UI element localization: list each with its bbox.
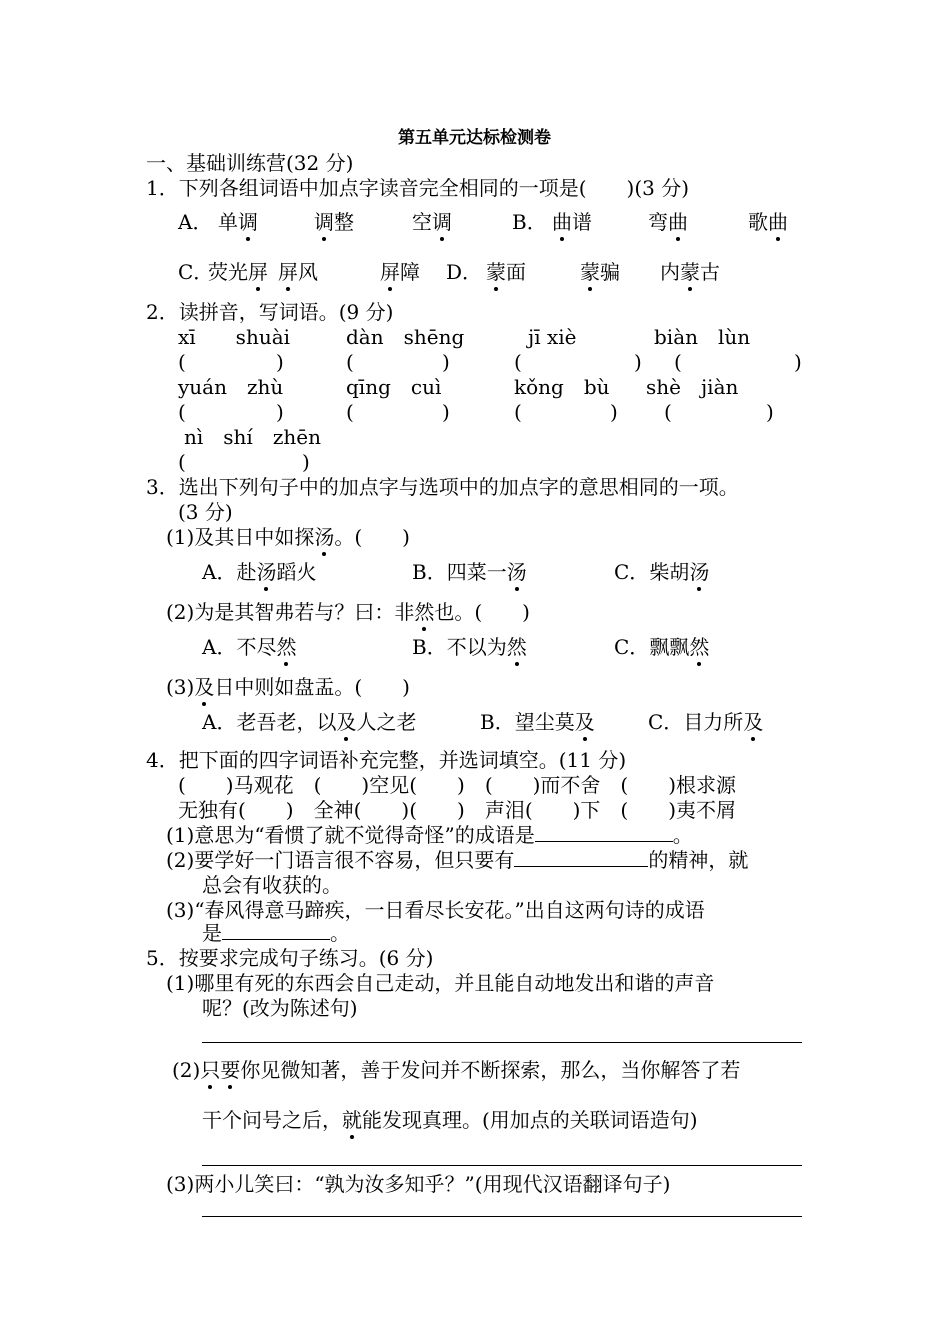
- answer-paren-2-close: ): [442, 350, 450, 374]
- pinyin-4: biàn lùn: [654, 325, 751, 349]
- q4-idiom-line-1[interactable]: ( )马观花 ( )空见( ) ( )而不舍 ( )根求源: [178, 773, 737, 797]
- q3-1-option-b: B．四菜一汤: [412, 560, 527, 584]
- q3-2-option-b: B．不以为然: [412, 635, 527, 659]
- q5-sentence-2: (2)只要你见微知著，善于发问并不断探索，那么，当你解答了若: [172, 1058, 741, 1082]
- q5-sentence-3: (3)两小儿笑曰：“孰为汝多知乎？”(用现代汉语翻译句子): [166, 1172, 671, 1196]
- q1-option-d-word2: 蒙骗: [580, 260, 620, 284]
- pinyin-9: nì shí zhēn: [184, 425, 321, 449]
- answer-line-3[interactable]: [202, 1216, 802, 1217]
- q1-option-a-word3: 空调: [412, 210, 452, 234]
- q1-stem: 1．下列各组词语中加点字读音完全相同的一项是( )(3 分): [146, 176, 690, 200]
- q4-part-3-cont: 是 。: [202, 921, 350, 945]
- pinyin-6: qīng cuì: [346, 375, 442, 399]
- answer-paren-1-close: ): [276, 350, 284, 374]
- q1-option-d-word3: 内蒙古: [660, 260, 720, 284]
- pinyin-3: jī xiè: [528, 325, 577, 349]
- answer-paren-6-open[interactable]: (: [346, 400, 354, 424]
- q1-option-c-word1: 荧光屏: [208, 260, 268, 284]
- q1-option-a-word1: 单调: [218, 210, 258, 234]
- q5-sentence-1: (1)哪里有死的东西会自己走动，并且能自动地发出和谐的声音: [166, 971, 715, 995]
- q5-sentence-2-cont: 干个问号之后，就能发现真理。(用加点的关联词语造句): [202, 1108, 698, 1132]
- answer-paren-6-close: ): [442, 400, 450, 424]
- answer-blank[interactable]: [514, 848, 648, 867]
- section-heading: 一、基础训练营(32 分): [146, 151, 354, 175]
- q5-sentence-1-cont: 呢？(改为陈述句): [202, 996, 358, 1020]
- answer-paren-3-close: ): [634, 350, 642, 374]
- q4-part-3: (3)“春风得意马蹄疾，一日看尽长安花。”出自这两句诗的成语: [166, 898, 705, 922]
- q4-part-1: (1)意思为“看惯了就不觉得奇怪”的成语是 。: [166, 823, 693, 847]
- answer-paren-7-close: ): [610, 400, 618, 424]
- q3-sentence-3: (3)及日中则如盘盂。( ): [166, 675, 410, 699]
- pinyin-2: dàn shēng: [346, 325, 465, 349]
- q3-1-option-c: C．柴胡汤: [614, 560, 710, 584]
- q3-sentence-1: (1)及其日中如探汤。( ): [166, 525, 410, 549]
- q1-option-a-word2: 调整: [314, 210, 354, 234]
- answer-paren-4-close: ): [794, 350, 802, 374]
- q1-option-c-word3: 屏障: [380, 260, 420, 284]
- answer-blank[interactable]: [222, 921, 330, 940]
- q3-sentence-2: (2)为是其智弗若与？曰：非然也。( ): [166, 600, 530, 624]
- pinyin-8: shè jiàn: [646, 375, 739, 399]
- answer-blank[interactable]: [535, 823, 673, 842]
- pinyin-7: kǒng bù: [514, 375, 610, 399]
- answer-line-2[interactable]: [202, 1165, 802, 1166]
- q3-2-option-a: A．不尽然: [202, 635, 297, 659]
- answer-paren-5-open[interactable]: (: [178, 400, 186, 424]
- q1-option-b-word3: 歌曲: [748, 210, 788, 234]
- q4-idiom-line-2[interactable]: 无独有( ) 全神( )( ) 声泪( )下 ( )夷不屑: [178, 798, 737, 822]
- answer-paren-9-close: ): [302, 450, 310, 474]
- q1-option-b-word1: 曲谱: [552, 210, 592, 234]
- q1-option-c-word2: 屏风: [278, 260, 318, 284]
- q3-2-option-c: C．飘飘然: [614, 635, 710, 659]
- answer-paren-9-open[interactable]: (: [178, 450, 186, 474]
- q3-stem-score: (3 分): [178, 500, 233, 524]
- answer-paren-2-open[interactable]: (: [346, 350, 354, 374]
- q1-option-c-label: C．: [178, 260, 214, 284]
- q3-stem: 3．选出下列句子中的加点字与选项中的加点字的意思相同的一项。: [146, 475, 739, 499]
- q3-3-option-b: B．望尘莫及: [480, 710, 595, 734]
- answer-paren-3-open[interactable]: (: [514, 350, 522, 374]
- q3-1-option-a: A．赴汤蹈火: [202, 560, 317, 584]
- q3-3-option-c: C．目力所及: [648, 710, 764, 734]
- q4-part-2: (2)要学好一门语言很不容易，但只要有 的精神，就: [166, 848, 749, 872]
- q1-option-a-label: A．: [178, 210, 213, 234]
- page-title: 第五单元达标检测卷: [398, 128, 551, 148]
- q1-option-d-word1: 蒙面: [486, 260, 526, 284]
- q4-stem: 4．把下面的四字词语补充完整，并选词填空。(11 分): [146, 748, 627, 772]
- answer-paren-1-open[interactable]: (: [178, 350, 186, 374]
- q2-stem: 2．读拼音，写词语。(9 分): [146, 300, 394, 324]
- q5-stem: 5．按要求完成句子练习。(6 分): [146, 946, 434, 970]
- answer-line-1[interactable]: [202, 1042, 802, 1043]
- q1-option-b-label: B．: [512, 210, 547, 234]
- answer-paren-5-close: ): [276, 400, 284, 424]
- q1-option-d-label: D．: [446, 260, 483, 284]
- pinyin-1: xī shuài: [178, 325, 291, 349]
- pinyin-5: yuán zhù: [178, 375, 284, 399]
- q3-3-option-a: A．老吾老，以及人之老: [202, 710, 417, 734]
- answer-paren-7-open[interactable]: (: [514, 400, 522, 424]
- q1-option-b-word2: 弯曲: [648, 210, 688, 234]
- answer-paren-8-close: ): [766, 400, 774, 424]
- q4-part-2-cont: 总会有收获的。: [202, 873, 342, 897]
- answer-paren-4-open[interactable]: (: [674, 350, 682, 374]
- answer-paren-8-open[interactable]: (: [664, 400, 672, 424]
